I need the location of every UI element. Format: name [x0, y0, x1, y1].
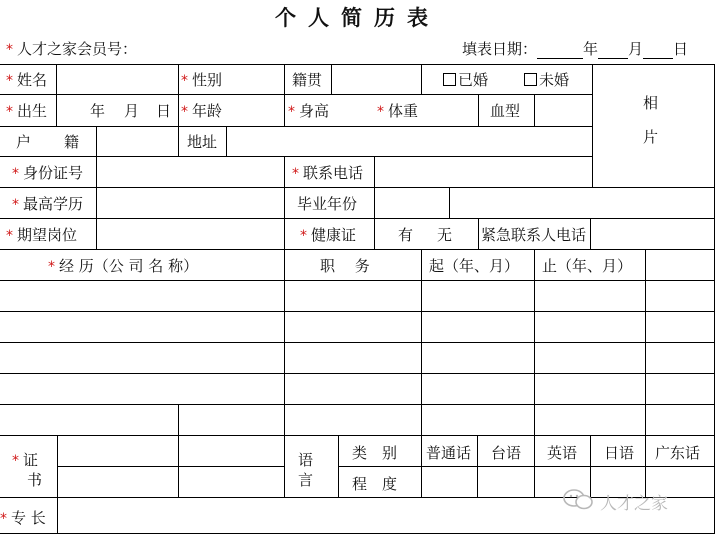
- grid-line-v: [331, 64, 332, 94]
- experience-title-header: 职 务: [320, 257, 370, 275]
- grid-line-h: [0, 187, 715, 188]
- grid-line-v: [374, 156, 375, 187]
- gender-label: * 性别: [181, 71, 223, 89]
- language-mandarin: 普通话: [426, 444, 472, 462]
- grid-line-v: [645, 435, 646, 497]
- experience-start-header: 起（年、月）: [429, 257, 520, 275]
- id-no-label: * 身份证号: [12, 164, 84, 182]
- height-label: * 身高: [288, 102, 330, 120]
- page-title: 个人简历表: [275, 6, 440, 30]
- married-option[interactable]: 已婚: [443, 70, 488, 90]
- grid-line-v: [178, 94, 179, 126]
- weight-label: * 体重: [377, 102, 419, 120]
- health-cert-none[interactable]: 无: [437, 226, 453, 244]
- emergency-contact-label: 紧急联系人电话: [481, 226, 587, 244]
- fill-month-blank[interactable]: [598, 42, 628, 59]
- language-english: 英语: [547, 444, 578, 462]
- grid-line-h: [0, 280, 715, 281]
- grid-line-v: [284, 94, 285, 126]
- language-category-label: 类 别: [352, 444, 398, 462]
- address-label: 地址: [187, 133, 218, 151]
- photo-label-2: 片: [643, 128, 659, 146]
- wechat-icon: [562, 488, 596, 510]
- grid-line-v: [421, 404, 422, 435]
- married-checkbox[interactable]: [443, 73, 456, 86]
- grid-line-v: [57, 435, 58, 533]
- grid-line-v: [96, 156, 97, 249]
- grid-line-v: [178, 64, 179, 94]
- language-cantonese: 广东话: [655, 444, 701, 462]
- grid-line-h: [0, 64, 715, 65]
- native-place-label: 籍贯: [292, 71, 323, 89]
- grid-line-v: [284, 435, 285, 497]
- grid-line-v: [56, 64, 57, 94]
- grid-line-v: [534, 94, 535, 126]
- grid-line-v: [645, 249, 646, 435]
- phone-label: * 联系电话: [292, 164, 364, 182]
- grid-line-v: [478, 94, 479, 126]
- birth-day-unit: 日: [156, 102, 172, 120]
- grid-line-v: [338, 435, 339, 497]
- grid-line-h: [57, 466, 284, 467]
- watermark-text: 人才之家: [600, 494, 668, 514]
- position-label: * 期望岗位: [6, 226, 78, 244]
- grid-line-v: [226, 126, 227, 156]
- fill-date-label: 填表日期： 年 月 日: [462, 40, 689, 58]
- grid-line-v: [590, 218, 591, 249]
- hukou-label-1: 户: [16, 133, 32, 151]
- fill-day-unit: 日: [673, 40, 689, 58]
- grid-line-v: [178, 404, 179, 497]
- grid-line-h: [0, 404, 715, 405]
- grid-line-h: [0, 342, 715, 343]
- language-taiwanese: 台语: [491, 444, 522, 462]
- fill-year-blank[interactable]: [537, 42, 583, 59]
- grid-line-v: [421, 435, 422, 497]
- fill-month-unit: 月: [628, 40, 644, 58]
- language-japanese: 日语: [604, 444, 635, 462]
- grid-line-v: [592, 64, 593, 187]
- fill-day-blank[interactable]: [643, 42, 673, 59]
- language-level-label: 程 度: [352, 475, 398, 493]
- photo-label-1: 相: [643, 94, 659, 112]
- grid-line-h: [0, 126, 592, 127]
- health-cert-has[interactable]: 有: [398, 226, 414, 244]
- unmarried-checkbox[interactable]: [524, 73, 537, 86]
- birth-year-unit: 年: [90, 102, 106, 120]
- grid-line-h: [0, 156, 592, 157]
- certificate-label-1: * 证: [12, 451, 39, 469]
- grid-line-h: [0, 249, 715, 250]
- member-no-label: * 人才之家会员号：: [6, 40, 138, 58]
- grid-line-v: [477, 435, 478, 497]
- grid-line-h: [0, 94, 592, 95]
- birth-label: * 出生: [6, 102, 48, 120]
- unmarried-option[interactable]: 未婚: [524, 70, 569, 90]
- grid-line-v: [284, 156, 285, 249]
- grid-line-v: [284, 64, 285, 94]
- grid-line-v: [534, 249, 535, 435]
- grid-line-v: [284, 249, 285, 435]
- grad-year-label: 毕业年份: [297, 195, 358, 213]
- grid-line-v: [56, 94, 57, 126]
- grid-line-v: [374, 187, 375, 218]
- grid-line-h: [0, 218, 715, 219]
- grid-line-h: [0, 311, 715, 312]
- birth-month-unit: 月: [124, 102, 140, 120]
- grid-line-v: [178, 126, 179, 156]
- grid-line-h: [0, 435, 715, 436]
- age-label: * 年龄: [181, 102, 223, 120]
- experience-end-header: 止（年、月）: [542, 257, 633, 275]
- language-label-2: 言: [298, 471, 314, 489]
- grid-line-v: [449, 187, 450, 218]
- grid-line-v: [478, 218, 479, 249]
- name-label: * 姓名: [6, 71, 48, 89]
- fill-year-unit: 年: [583, 40, 599, 58]
- grid-line-v: [374, 218, 375, 249]
- experience-company-header: * 经 历（公 司 名 称）: [48, 257, 199, 275]
- certificate-label-2: 书: [27, 471, 43, 489]
- education-label: * 最高学历: [12, 195, 84, 213]
- hukou-label-2: 籍: [64, 133, 80, 151]
- grid-line-h: [338, 466, 715, 467]
- specialty-label: * 专 长: [0, 509, 46, 527]
- grid-line-v: [534, 435, 535, 497]
- language-label-1: 语: [298, 451, 314, 469]
- grid-line-h: [0, 373, 715, 374]
- health-cert-label: * 健康证: [300, 226, 357, 244]
- blood-type-label: 血型: [490, 102, 521, 120]
- grid-line-v: [421, 64, 422, 94]
- grid-line-v: [96, 126, 97, 156]
